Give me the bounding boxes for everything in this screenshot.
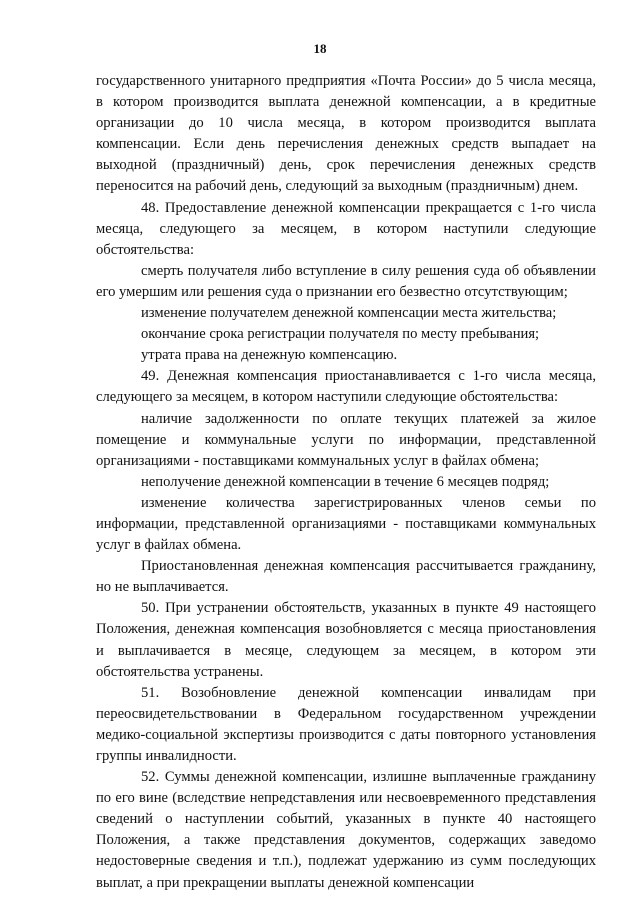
- paragraph-48-item-loss-of-right: утрата права на денежную компенсацию.: [141, 347, 398, 364]
- paragraph-49-item-non-receipt: неполучение денежной компенсации в течение 6 месяцев подряд;: [141, 473, 550, 490]
- document-body: [96, 71, 596, 894]
- paragraph-48-item-death: смерть получателя либо вступление в силу решения суда об объявлении его умершим или решения суда о признании его безвестно отсутствующим;: [96, 262, 596, 300]
- paragraph-49: 49. Денежная компенсация приостанавливается с 1-го числа месяца, следующего за месяцем, в котором наступили следующие обстоятельства:: [96, 368, 596, 406]
- paragraph-48: 48. Предоставление денежной компенсации прекращается с 1-го числа месяца, следующего за месяцем, в котором наступили следующие обстоятельства:: [96, 199, 596, 258]
- paragraph-52: 52. Суммы денежной компенсации, излишне выплаченные гражданину по его вине (вследствие непредставления или несвоевременного представления сведений о наступлении событий, указанных в пункте 40 настоящего Положения, а также представления документов, содержащих заведомо недостоверные сведения и т.п.), подлежат удержанию из сумм последующих выплат, а при прекращении выплаты денежной компенсации: [96, 769, 596, 891]
- paragraph-49-item-debt: наличие задолженности по оплате текущих платежей за жилое помещение и коммунальные услуги по информации, представленной организациями - поставщиками коммунальных услуг в файлах обмена;: [96, 410, 596, 469]
- page-number: 18: [313, 41, 327, 56]
- paragraph-48-item-registration: окончание срока регистрации получателя по месту пребывания;: [141, 326, 540, 343]
- paragraph-50: 50. При устранении обстоятельств, указанных в пункте 49 настоящего Положения, денежная компенсация возобновляется с месяца приостановления и выплачивается в месяце, следующем за месяцем, в котором эти обстоятельства устранены.: [96, 600, 596, 680]
- paragraph-49-item-family-change: изменение количества зарегистрированных членов семьи по информации, представленной организациями - поставщиками коммунальных услуг в файлах обмена.: [96, 494, 596, 554]
- paragraph-51: 51. Возобновление денежной компенсации инвалидам при переосвидетельствовании в Федеральном государственном учреждении медико-социальной экспертизы производится с даты повторного установления группы инвалидности.: [96, 684, 596, 764]
- paragraph-48-item-residence: изменение получателем денежной компенсации места жительства;: [141, 305, 557, 322]
- paragraph-continuation: государственного унитарного предприятия «Почта России» до 5 числа месяца, в котором производится выплата денежной компенсации, а в кредитные организации до 10 числа месяца, в котором производится выплата компенсации. Если день перечисления денежных средств выпадает на выходной (праздничный) день, срок перечисления денежных средств переносится на рабочий день, следующий за выходным (праздничным) днем.: [96, 73, 596, 195]
- paragraph-49-suspended-note: Приостановленная денежная компенсация рассчитывается гражданину, но не выплачивается.: [96, 558, 596, 596]
